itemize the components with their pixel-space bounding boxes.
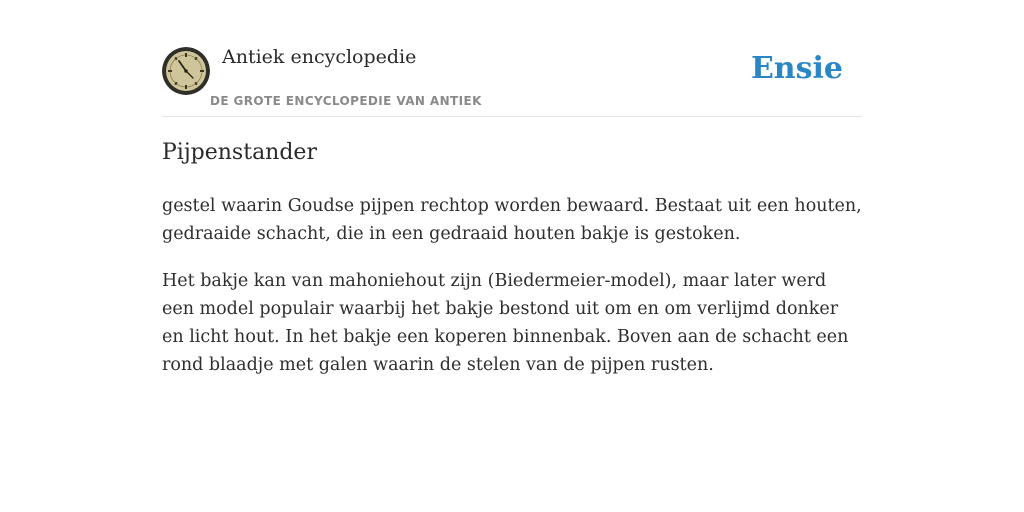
entry-title: Pijpenstander — [162, 140, 317, 165]
site-subtitle: DE GROTE ENCYCLOPEDIE VAN ANTIEK — [210, 94, 482, 108]
entry-body — [162, 192, 862, 398]
entry-paragraph: gestel waarin Goudse pijpen rechtop worden bewaard. Bestaat uit een houten, gedraaide schacht, die in een gedraaid houten bakje is gestoken. — [162, 196, 862, 244]
site-title[interactable]: Antiek encyclopedie — [222, 46, 417, 68]
entry-paragraph: Het bakje kan van mahoniehout zijn (Biedermeier-model), maar later werd een model populair waarbij het bakje bestond uit om en om verlijmd donker en licht hout. In het bakje een koperen binnenbak. Boven aan de schacht een rond blaadje met galen waarin de stelen van de pijpen rusten. — [162, 271, 849, 375]
brand-logo[interactable]: Ensie — [750, 51, 843, 86]
clock-icon[interactable] — [162, 47, 210, 95]
site-header — [162, 0, 862, 117]
